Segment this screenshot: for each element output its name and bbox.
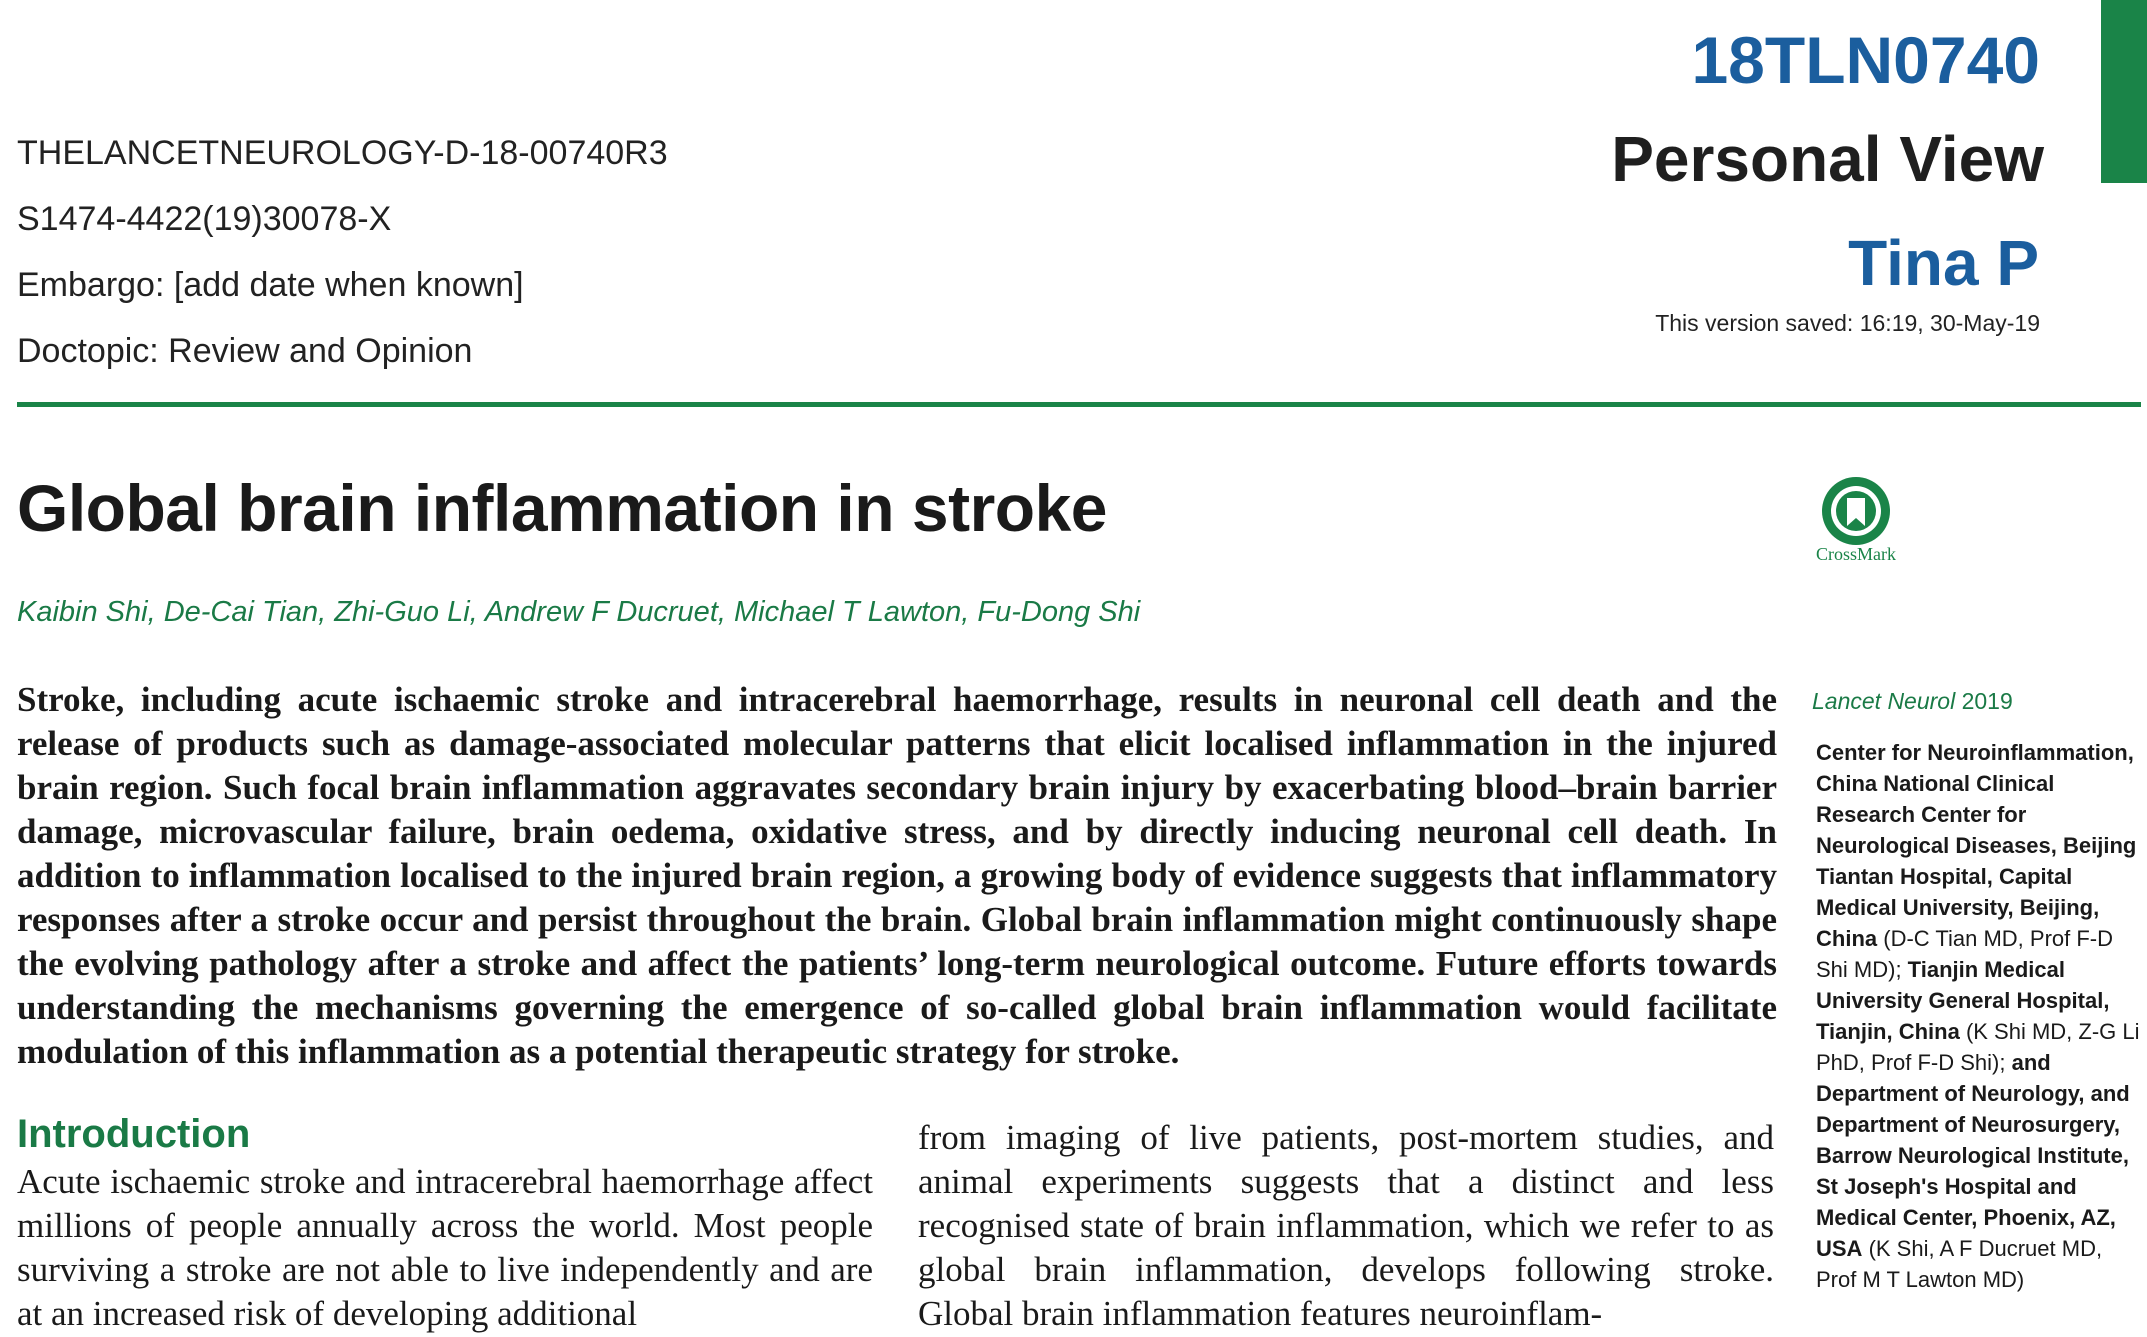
article-type: Personal View bbox=[1611, 123, 2044, 195]
affiliation-1-authors: (D-C Tian MD, Prof F-D Shi MD); bbox=[1816, 926, 2114, 982]
embargo-line: Embargo: [add date when known] bbox=[17, 266, 524, 304]
crossmark-label: CrossMark bbox=[1816, 544, 1896, 564]
pii-number: S1474-4422(19)30078-X bbox=[17, 200, 392, 238]
body-column-left: Acute ischaemic stroke and intracerebral haemorrhage affect millions of people annually across the world. Most people surviving a stroke are not able to live independently and are at an increased risk of developing additional bbox=[17, 1162, 873, 1333]
body-column-right: from imaging of live patients, post-mortem studies, and animal experiments suggests that a distinct and less recognised state of brain inflammation, which we refer to as global brain inflammation, develops following stroke. Global brain inflammation features neuroinflam- bbox=[918, 1118, 1774, 1333]
article-title: Global brain inflammation in stroke bbox=[17, 471, 1107, 545]
green-edge-tab bbox=[2101, 0, 2147, 183]
section-heading-introduction: Introduction bbox=[17, 1112, 251, 1156]
manuscript-id: THELANCETNEUROLOGY-D-18-00740R3 bbox=[17, 134, 668, 172]
author-list[interactable]: Kaibin Shi, De-Cai Tian, Zhi-Guo Li, Andrew F Ducruet, Michael T Lawton, Fu-Dong Shi bbox=[17, 596, 1141, 628]
editor-name: Tina P bbox=[1848, 227, 2039, 299]
journal-year: 2019 bbox=[1955, 688, 2013, 714]
affiliation-3-authors: (K Shi, A F Ducruet MD, Prof M T Lawton MD) bbox=[1816, 1236, 2103, 1292]
doctopic-line: Doctopic: Review and Opinion bbox=[17, 332, 473, 370]
version-saved: This version saved: 16:19, 30-May-19 bbox=[1655, 310, 2040, 336]
affiliation-2-authors: (K Shi MD, Z-G Li PhD, Prof F-D Shi); bbox=[1816, 1019, 2140, 1075]
crossmark-badge[interactable] bbox=[1808, 474, 1904, 574]
manuscript-code: 18TLN0740 bbox=[1691, 23, 2040, 97]
affiliations bbox=[1816, 737, 2146, 1295]
journal-citation bbox=[1812, 688, 2013, 715]
affiliation-2: Tianjin Medical University General Hospital, Tianjin, China bbox=[1816, 957, 2110, 1044]
affiliation-3: and Department of Neurology, and Department of Neurosurgery, Barrow Neurological Institute, St Joseph's Hospital and Medical Center, Phoenix, AZ, USA bbox=[1816, 1050, 2130, 1261]
affiliation-1: Center for Neuroinflammation, China National Clinical Research Center for Neurological Diseases, Beijing Tiantan Hospital, Capital Medical University, Beijing, China bbox=[1816, 740, 2137, 951]
journal-name: Lancet Neurol bbox=[1812, 688, 1956, 714]
abstract: Stroke, including acute ischaemic stroke and intracerebral haemorrhage, results in neuronal cell death and the release of products such as damage-associated molecular patterns that elicit localised inflammation in the injured brain region. Such focal brain inflammation aggravates secondary brain injury by exacerbating blood–brain barrier damage, microvascular failure, brain oedema, oxidative stress, and by directly inducing neuronal cell death. In addition to inflammation localised to the injured brain region, a growing body of evidence suggests that inflammatory responses after a stroke occur and persist throughout the brain. Global brain inflammation might continuously shape the evolving pathology after a stroke and affect the patients’ long-term neurological outcome. Future efforts towards understanding the mechanisms governing the emergence of so-called global brain inflammation would facilitate modulation of this inflammation as a potential therapeutic strategy for stroke. bbox=[17, 680, 1777, 1071]
header-divider bbox=[17, 402, 2141, 407]
crossmark-icon bbox=[1819, 474, 1893, 548]
